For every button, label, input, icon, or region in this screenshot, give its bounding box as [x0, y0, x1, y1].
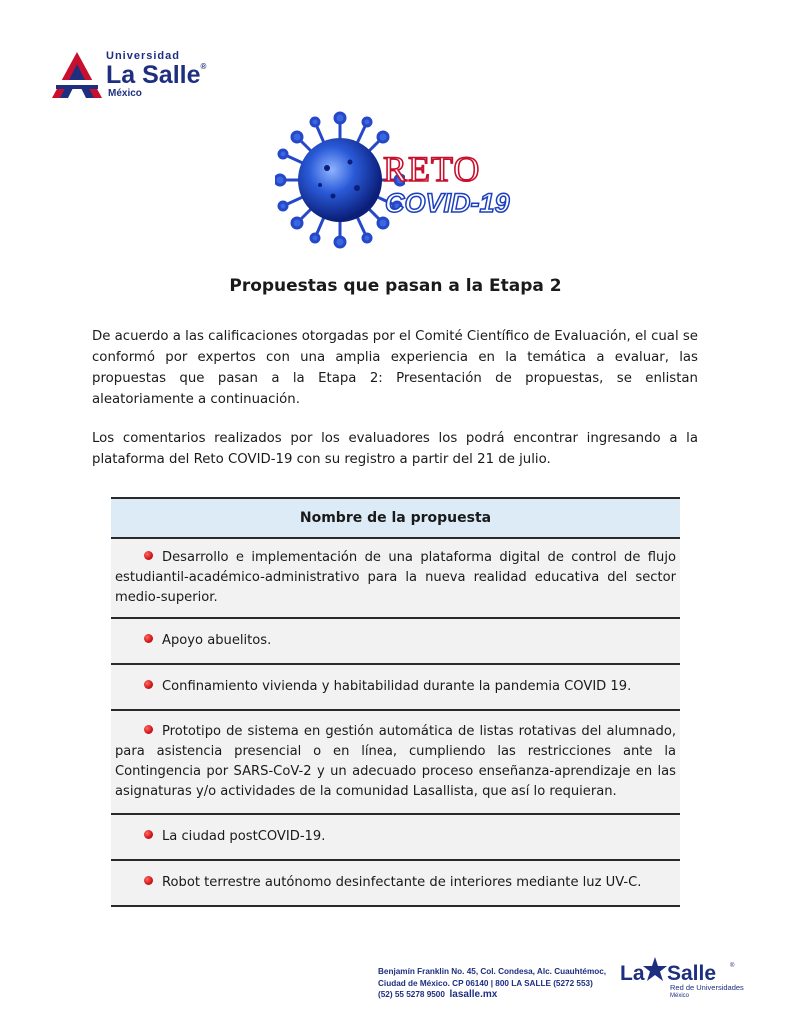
proposal-name: Desarrollo e implementación de una plataforma digital de control de flujo estudiantil-académico-administrativo para la nueva realidad educativa del sector medio-superior.: [115, 550, 676, 605]
logo-word-right: Salle: [667, 962, 717, 985]
table-row: [111, 815, 680, 861]
bullet-icon: [144, 876, 153, 885]
bullet-icon: [144, 551, 153, 560]
table-row: [111, 539, 680, 619]
intro-paragraph: De acuerdo a las calificaciones otorgadas por el Comité Científico de Evaluación, el cual se conformó por expertos con una amplia experiencia en la temática a evaluar, las propuestas que pasan a la Etapa 2: Presentación de propuestas, se enlistan aleatoriamente a continuación.: [92, 329, 698, 407]
registered-mark: ®: [730, 963, 735, 969]
covid-word: COVID-19: [385, 188, 510, 218]
footer-address: [378, 966, 606, 1001]
logo-country: México: [108, 88, 142, 99]
bullet-icon: [144, 680, 153, 689]
logo-name: La Salle: [106, 61, 201, 89]
logo-network-label: Red de Universidades: [670, 983, 744, 992]
comments-paragraph: Los comentarios realizados por los evaluadores los podrá encontrar ingresando a la plataforma del Reto COVID-19 con su registro a partir del 21 de julio.: [92, 431, 698, 467]
bullet-icon: [144, 634, 153, 643]
registered-mark: ®: [200, 62, 207, 71]
proposal-name: Prototipo de sistema en gestión automática de listas rotativas del alumnado, para asistencia presencial o en línea, cumpliendo las restricciones ante la Contingencia por SARS-CoV-2 y un adecuado proceso enseñanza-aprendizaje en las asignaturas y/o actividades de la comunidad Lasallista, que así lo requieran.: [115, 724, 676, 799]
proposal-name: Robot terrestre autónomo desinfectante de interiores mediante luz UV-C.: [162, 875, 642, 890]
proposal-name: Apoyo abuelitos.: [162, 633, 272, 648]
table-row: [111, 711, 680, 815]
bullet-icon: [144, 830, 153, 839]
la-salle-network-logo: [620, 952, 750, 1002]
table-row: [111, 619, 680, 665]
bullet-icon: [144, 725, 153, 734]
logo-university-label: Universidad: [106, 50, 180, 62]
address-line-1: Benjamín Franklin No. 45, Col. Condesa, Alc. Cuauhtémoc,: [378, 967, 607, 976]
reto-covid-banner: [275, 110, 525, 250]
la-salle-logo: [50, 48, 220, 104]
phone-number: (52) 55 5278 9500: [378, 990, 445, 999]
website-link[interactable]: lasalle.mx: [449, 989, 498, 1000]
proposal-name: Confinamiento vivienda y habitabilidad durante la pandemia COVID 19.: [162, 679, 632, 694]
proposals-table: [111, 497, 680, 907]
reto-word: RETO: [383, 149, 481, 189]
address-line-2: Ciudad de México. CP 06140 | 800 LA SALLE (5272 553): [378, 978, 593, 988]
table-row: [111, 861, 680, 907]
logo-word-left: La: [620, 962, 645, 985]
table-row: [111, 665, 680, 711]
proposal-name: La ciudad postCOVID-19.: [162, 829, 326, 844]
la-salle-emblem-icon: [50, 50, 104, 102]
logo-country: México: [670, 993, 690, 999]
star-icon: [642, 956, 668, 982]
table-header: Nombre de la propuesta: [111, 497, 680, 539]
page-title: Propuestas que pasan a la Etapa 2: [229, 276, 562, 296]
